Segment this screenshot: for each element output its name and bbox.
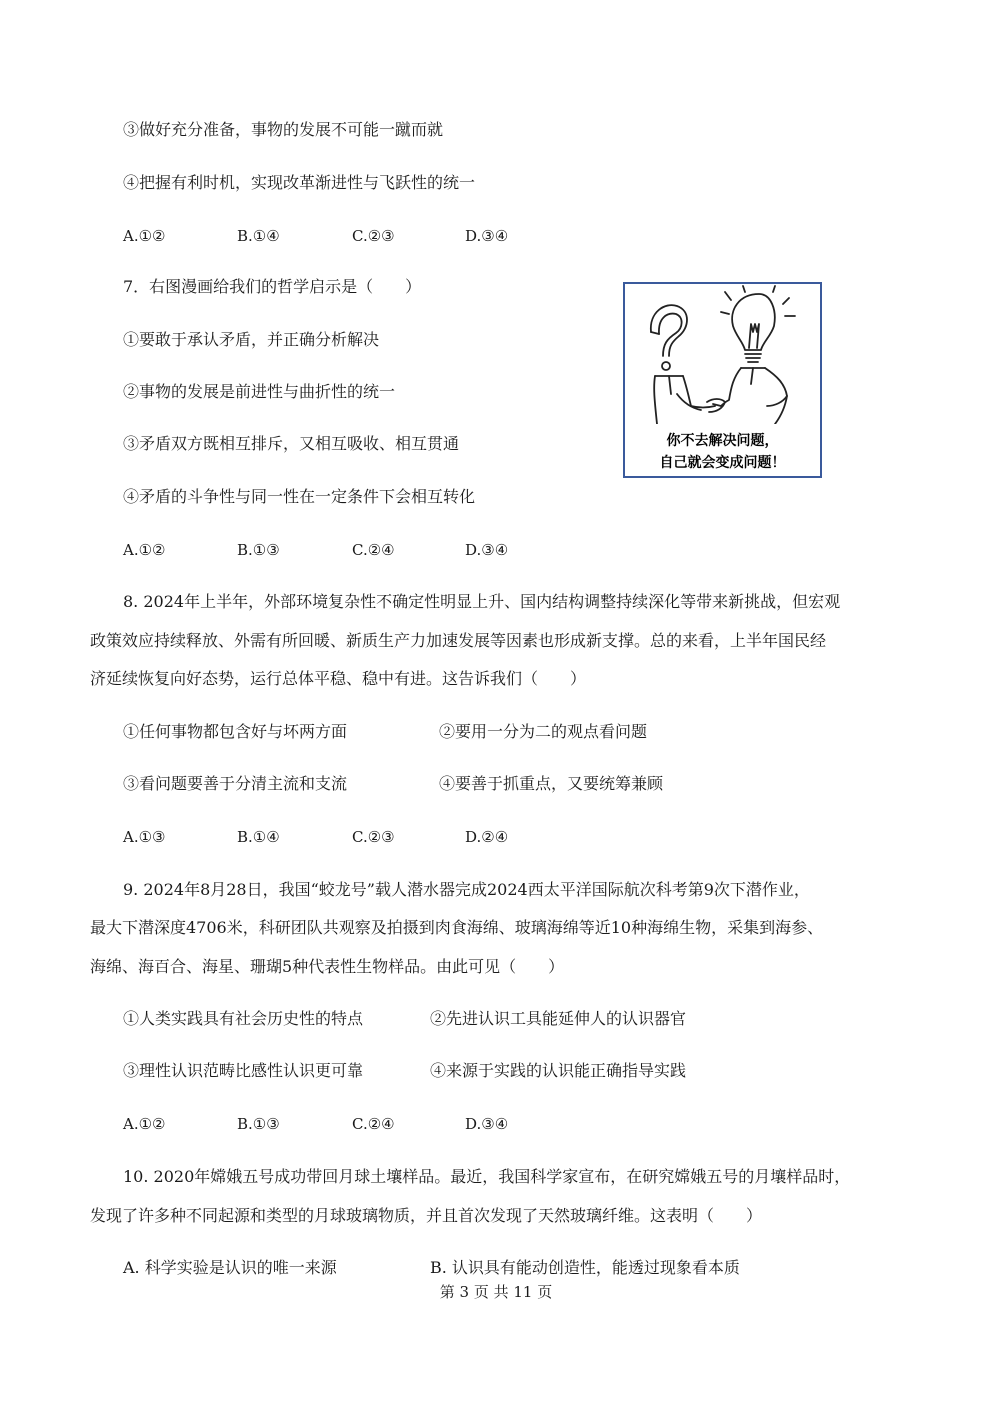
q7-option-b: B.①③ <box>237 541 280 559</box>
q10-option-a: A. 科学实验是认识的唯一来源 <box>123 1258 337 1277</box>
q6-option-d: D.③④ <box>465 227 509 245</box>
q7-option-d: D.③④ <box>465 541 509 559</box>
q7-stem: 7．右图漫画给我们的哲学启示是（ ） <box>123 277 422 296</box>
q7-statement-3: ③矛盾双方既相互排斥，又相互吸收、相互贯通 <box>123 434 460 453</box>
cartoon-drawing <box>625 284 820 424</box>
q7-statement-4: ④矛盾的斗争性与同一性在一定条件下会相互转化 <box>123 487 476 506</box>
q9-statement-4: ④来源于实践的认识能正确指导实践 <box>430 1061 687 1080</box>
q9-stem-line-3: 海绵、海百合、海星、珊瑚5种代表性生物样品。由此可见（ ） <box>90 957 565 976</box>
q9-statement-2: ②先进认识工具能延伸人的认识器官 <box>430 1009 687 1028</box>
q9-option-b: B.①③ <box>237 1115 280 1133</box>
q6-statement-4: ④把握有利时机，实现改革渐进性与飞跃性的统一 <box>123 173 476 192</box>
q7-statement-1: ①要敢于承认矛盾，并正确分析解决 <box>123 330 380 349</box>
q9-option-a: A.①② <box>123 1115 166 1133</box>
page-footer: 第 3 页 共 11 页 <box>439 1283 553 1301</box>
q7-statement-2: ②事物的发展是前进性与曲折性的统一 <box>123 382 396 401</box>
cartoon-caption-line-2: 自己就会变成问题！ <box>659 455 786 471</box>
q9-stem-line-1: 9. 2024年8月28日，我国“蛟龙号”载人潜水器完成2024西太平洋国际航次科考第9次下潜作业， <box>123 880 810 899</box>
q8-statement-3: ③看问题要善于分清主流和支流 <box>123 774 348 793</box>
q8-statement-4: ④要善于抓重点，又要统筹兼顾 <box>439 774 664 793</box>
q6-option-a: A.①② <box>123 227 166 245</box>
q10-stem-line-1: 10. 2020年嫦娥五号成功带回月球土壤样品。最近，我国科学家宣布，在研究嫦娥五号的月壤样品时， <box>123 1167 851 1186</box>
q7-option-c: C.②④ <box>352 541 395 559</box>
q6-option-c: C.②③ <box>352 227 395 245</box>
q8-statement-2: ②要用一分为二的观点看问题 <box>439 722 648 741</box>
q7-option-a: A.①② <box>123 541 166 559</box>
q8-option-c: C.②③ <box>352 828 395 846</box>
q8-option-a: A.①③ <box>123 828 166 846</box>
q9-statement-3: ③理性认识范畴比感性认识更可靠 <box>123 1061 364 1080</box>
q8-option-d: D.②④ <box>465 828 509 846</box>
q8-option-b: B.①④ <box>237 828 280 846</box>
q9-stem-line-2: 最大下潜深度4706米，科研团队共观察及拍摄到肉食海绵、玻璃海绵等近10种海绵生物，采集到海参、 <box>90 918 824 937</box>
q8-statement-1: ①任何事物都包含好与坏两方面 <box>123 722 348 741</box>
q6-option-b: B.①④ <box>237 227 280 245</box>
q10-option-b: B. 认识具有能动创造性，能透过现象看本质 <box>430 1258 740 1277</box>
q10-stem-line-2: 发现了许多种不同起源和类型的月球玻璃物质，并且首次发现了天然玻璃纤维。这表明（ ） <box>90 1206 763 1225</box>
q9-statement-1: ①人类实践具有社会历史性的特点 <box>123 1009 364 1028</box>
q6-statement-3: ③做好充分准备，事物的发展不可能一蹴而就 <box>123 120 444 139</box>
q9-option-d: D.③④ <box>465 1115 509 1133</box>
cartoon-image <box>623 282 822 478</box>
q8-stem-line-1: 8. 2024年上半年，外部环境复杂性不确定性明显上升、国内结构调整持续深化等带来新挑战，但宏观 <box>123 592 841 611</box>
cartoon-caption-line-1: 你不去解决问题， <box>666 433 779 449</box>
q9-option-c: C.②④ <box>352 1115 395 1133</box>
q8-stem-line-3: 济延续恢复向好态势，运行总体平稳、稳中有进。这告诉我们（ ） <box>90 669 587 688</box>
q8-stem-line-2: 政策效应持续释放、外需有所回暖、新质生产力加速发展等因素也形成新支撑。总的来看，上半年国民经 <box>90 631 827 650</box>
